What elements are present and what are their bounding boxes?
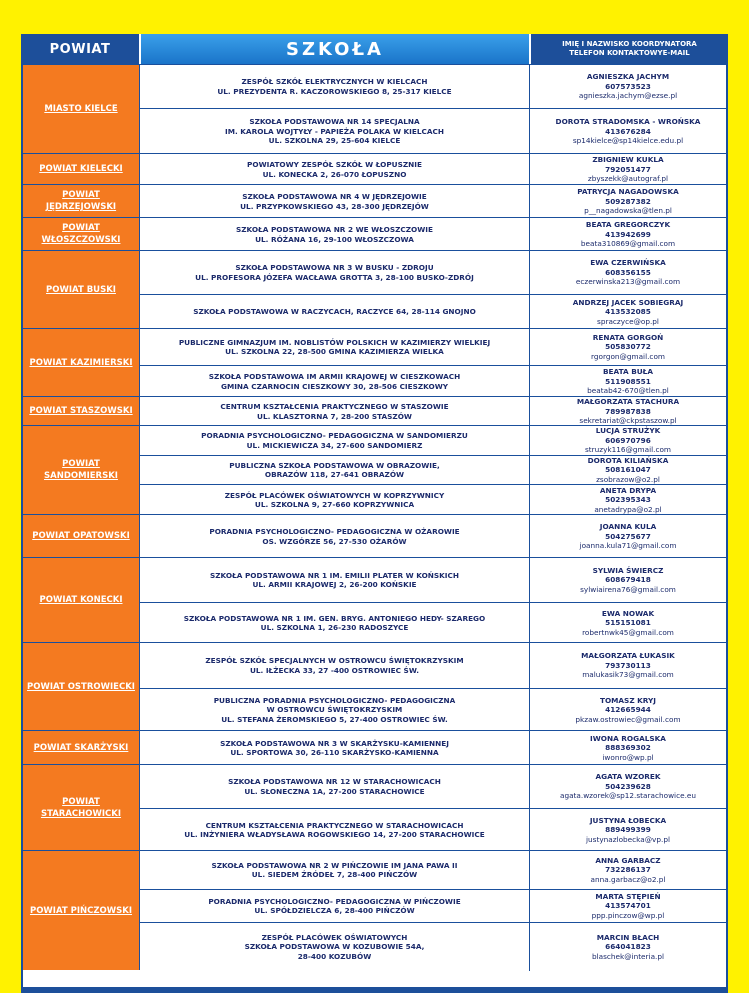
school-line: SZKOŁA PODSTAWOWA NR 2 W PIŃCZOWIE IM JANA PAWA II: [211, 860, 458, 870]
powiat-group: [23, 764, 726, 850]
coordinator-cell: [530, 558, 726, 602]
bottom-border: [21, 987, 728, 993]
coordinator-email[interactable]: malukasik73@gmail.com: [582, 670, 674, 680]
coordinator-cell: [530, 643, 726, 688]
school-line: UL. ARMII KRAJOWEJ 2, 26-200 KOŃSKIE: [252, 580, 417, 589]
powiat-name[interactable]: POWIAT SANDOMIERSKI: [44, 459, 118, 481]
school-line: SZKOŁA PODSTAWOWA NR 14 SPECJALNA: [249, 117, 420, 127]
table-row: [140, 851, 726, 889]
table-row: [140, 455, 726, 484]
coordinator-cell: [530, 890, 726, 922]
powiat-name-cell: [23, 515, 140, 557]
powiat-name[interactable]: POWIAT PIŃCZOWSKI: [29, 905, 133, 916]
school-cell: [140, 397, 530, 426]
school-line: ZESPÓŁ SZKÓŁ SPECJALNYCH W OSTROWCU ŚWIĘTOKRZYSKIM: [205, 656, 464, 665]
coordinator-email[interactable]: struzyk116@gmail.com: [584, 445, 672, 455]
coordinator-email[interactable]: rgorgon@gmail.com: [590, 351, 666, 361]
table-row: [140, 765, 726, 808]
school-cell: [140, 218, 530, 251]
powiat-name-cell: [23, 765, 140, 850]
school-line: SZKOŁA PODSTAWOWA NR 1 IM. GEN. BRYG. ANTONIEGO HEDY- SZAREGO: [183, 613, 486, 623]
school-line: UL. PRZYPKOWSKIEGO 43, 28-300 JĘDRZEJÓW: [240, 201, 429, 211]
school-cell: [140, 731, 530, 765]
coordinator-name: BEATA BUŁA: [602, 367, 654, 377]
coordinator-email[interactable]: joanna.kula71@gmail.com: [579, 541, 677, 551]
coordinator-name: LUCJA STRUŻYK: [595, 426, 661, 436]
powiat-group: [23, 730, 726, 764]
table-row: [140, 731, 726, 765]
school-line: ZESPÓŁ PLACÓWEK OŚWIATOWYCH: [261, 932, 408, 942]
school-cell: [140, 426, 530, 455]
powiat-name[interactable]: POWIAT STARACHOWICKI: [40, 796, 122, 819]
coordinator-name: MARTA STĘPIEŃ: [595, 891, 661, 901]
powiat-name[interactable]: POWIAT STASZOWSKI: [29, 406, 133, 416]
coordinator-name: ANNA GARBACZ: [595, 855, 661, 865]
school-line: UL. SZKOLNA 29, 25-604 KIELCE: [268, 136, 401, 146]
coordinator-cell: [530, 456, 726, 484]
school-cell: [140, 851, 530, 889]
coordinator-cell: [530, 689, 726, 731]
coordinator-phone: 888369302: [605, 743, 651, 753]
coordinator-phone: 606970796: [605, 435, 651, 445]
table-row: [140, 688, 726, 731]
coordinator-name: EWA CZERWIŃSKA: [590, 258, 666, 268]
table-row: [140, 922, 726, 971]
school-cell: [140, 65, 530, 108]
coordinator-phone: 608679418: [605, 575, 651, 585]
coordinator-name: TOMASZ KRYJ: [599, 695, 657, 705]
table-row: [140, 484, 726, 515]
school-line: UL. MICKIEWICZA 34, 27-600 SANDOMIERZ: [246, 440, 423, 450]
table-row: [140, 602, 726, 643]
coordinator-email[interactable]: p__nagadowska@tlen.pl: [584, 206, 672, 216]
school-line: OS. WZGÓRZE 56, 27-530 OŻARÓW: [262, 536, 407, 546]
powiat-group: [23, 642, 726, 730]
school-cell: [140, 366, 530, 397]
coordinator-name: DOROTA KILIAŃSKA: [587, 455, 669, 465]
powiat-name[interactable]: POWIAT OPATOWSKI: [32, 531, 130, 541]
powiat-group: [23, 184, 726, 217]
school-line: GMINA CZARNOCIN CIESZKOWY 30, 28-506 CIESZKOWY: [220, 381, 449, 391]
school-line: UL. IŁŻECKA 33, 27 -400 OSTROWIEC ŚW.: [249, 665, 420, 675]
school-cell: [140, 643, 530, 688]
school-cell: [140, 329, 530, 365]
school-line: PUBLICZNE GIMNAZJUM IM. NOBLISTÓW POLSKICH W KAZIMIERZY WIELKIEJ: [178, 337, 491, 347]
coordinator-phone: 504275677: [605, 531, 651, 541]
coordinator-phone: 413574701: [605, 901, 651, 911]
powiat-name-cell: [23, 731, 140, 764]
school-cell: [140, 485, 530, 515]
table-row: [140, 108, 726, 154]
school-line: UL. SPORTOWA 30, 26-110 SKARŻYSKO-KAMIENNA: [230, 748, 439, 757]
powiat-name-cell: [23, 65, 140, 153]
table-row: [140, 154, 726, 185]
powiat-group: [23, 514, 726, 557]
coordinator-email[interactable]: spraczyce@op.pl: [597, 316, 659, 326]
powiat-group: [23, 328, 726, 396]
school-line: SZKOŁA PODSTAWOWA NR 1 IM. EMILII PLATER W KOŃSKICH: [210, 570, 459, 580]
coordinator-phone: 608356155: [605, 267, 651, 277]
table-row: [140, 643, 726, 688]
powiat-name[interactable]: POWIAT KIELECKI: [39, 164, 123, 174]
school-line: UL. INŻYNIERA WŁADYSŁAWA ROGOWSKIEGO 14, 27-200 STARACHOWICE: [184, 830, 485, 839]
school-cell: [140, 515, 530, 558]
powiat-name-cell: [23, 851, 140, 970]
coordinator-name: SYLWIA ŚWIERCZ: [592, 565, 664, 575]
coordinator-cell: [530, 603, 726, 643]
school-cell: [140, 689, 530, 731]
coordinator-phone: 792051477: [605, 164, 651, 174]
coordinator-name: AGNIESZKA JACHYM: [586, 72, 670, 82]
coordinator-name: BEATA GREGORCZYK: [585, 220, 671, 230]
powiat-name[interactable]: POWIAT JĘDRZEJOWSKI: [45, 190, 117, 212]
coordinator-name: MAŁGORZATA ŁUKASIK: [581, 651, 675, 661]
powiat-name-cell: [23, 426, 140, 514]
coordinator-name: RENATA GORGOŃ: [592, 332, 664, 342]
coordinator-name: AGATA WZOREK: [595, 772, 661, 782]
coordinator-phone: 413676284: [605, 126, 651, 136]
table-row: [140, 515, 726, 558]
header-szkola: SZKOŁA: [141, 34, 531, 64]
powiat-name-cell: [23, 329, 140, 396]
school-line: PORADNIA PSYCHOLOGICZNO- PEDAGOGICZNA W OŻAROWIE: [209, 527, 460, 536]
school-line: PORADNIA PSYCHOLOGICZNO- PEDAGOGICZNA W SANDOMIERZU: [201, 431, 468, 440]
coordinator-name: PATRYCJA NAGADOWSKA: [577, 187, 679, 197]
school-line: UL. RÓŻANA 16, 29-100 WŁOSZCZOWA: [255, 234, 414, 244]
coordinator-email[interactable]: anetadrypa@o2.pl: [594, 504, 662, 514]
school-line: UL. SZKOLNA 22, 28-500 GMINA KAZIMIERZA WIELKA: [225, 347, 444, 356]
table-row: [140, 65, 726, 108]
school-line: PUBLICZNA SZKOŁA PODSTAWOWA W OBRAZOWIE,: [229, 460, 440, 470]
coordinator-phone: 607573523: [605, 81, 651, 91]
coordinator-phone: 413532085: [605, 307, 651, 317]
school-line: UL. STEFANA ŻEROMSKIEGO 5, 27-400 OSTROWIEC ŚW.: [221, 714, 448, 724]
coordinator-cell: [530, 851, 726, 889]
powiat-name[interactable]: POWIAT BUSKI: [46, 284, 116, 295]
coordinator-email[interactable]: justynazlobecka@vp.pl: [586, 834, 670, 844]
powiat-name-cell: [23, 251, 140, 328]
coordinator-email[interactable]: eczerwinska213@gmail.com: [575, 277, 681, 287]
coordinator-phone: 502395343: [605, 495, 651, 505]
coordinator-phone: 789987838: [605, 406, 651, 416]
coordinator-name: EWA NOWAK: [601, 608, 655, 618]
school-line: OBRAZÓW 118, 27-641 OBRAZÓW: [264, 470, 405, 479]
coordinator-name: ANDRZEJ JACEK SOBIEGRAJ: [572, 297, 684, 307]
coordinator-name: MARCIN BŁACH: [596, 932, 660, 942]
school-cell: [140, 809, 530, 851]
school-line: SZKOŁA PODSTAWOWA W RACZYCACH, RACZYCE 64, 28-114 GNOJNO: [193, 307, 476, 317]
coordinator-phone: 889499399: [605, 825, 651, 835]
school-cell: [140, 251, 530, 294]
school-cell: [140, 890, 530, 922]
coordinator-phone: 505830772: [605, 342, 651, 352]
coordinator-name: JUSTYNA ŁOBECKA: [589, 815, 667, 825]
school-line: UL. SPÓŁDZIELCZA 6, 28-400 PIŃCZÓW: [254, 906, 415, 915]
powiat-name-cell: [23, 558, 140, 642]
coordinator-email[interactable]: robertnwk45@gmail.com: [582, 627, 674, 637]
coordinator-email[interactable]: blaschek@interia.pl: [591, 951, 665, 961]
powiat-group: [23, 64, 726, 153]
table-row: [140, 808, 726, 851]
powiat-name-cell: [23, 218, 140, 250]
table-row: [140, 251, 726, 294]
powiat-name[interactable]: POWIAT SKARŻYSKI: [33, 742, 129, 753]
coordinator-cell: [530, 109, 726, 154]
table-row: [140, 294, 726, 329]
powiat-name[interactable]: POWIAT KONECKI: [39, 595, 123, 605]
coordinator-email[interactable]: zbyszekk@autograf.pl: [587, 174, 669, 184]
school-line: SZKOŁA PODSTAWOWA IM ARMII KRAJOWEJ W CIESZKOWACH: [208, 372, 461, 381]
coordinator-email[interactable]: pkzaw.ostrowiec@gmail.com: [575, 714, 681, 724]
school-line: PUBLICZNA PORADNIA PSYCHOLOGICZNO- PEDAGOGICZNA: [213, 695, 456, 705]
table-row: [140, 185, 726, 218]
powiat-name-cell: [23, 185, 140, 217]
coordinator-email[interactable]: beatab42-670@tlen.pl: [587, 386, 669, 396]
coordinator-name: IWONA ROGALSKA: [590, 733, 666, 743]
header-powiat: POWIAT: [21, 34, 141, 64]
table-row: [140, 558, 726, 602]
coordinator-phone: 511908551: [605, 376, 651, 386]
coordinator-phone: 508161047: [605, 465, 651, 475]
table-row: [140, 365, 726, 397]
coordinator-name: DOROTA STRADOMSKA - WROŃSKA: [555, 117, 701, 127]
school-line: UL. SZKOLNA 9, 27-660 KOPRZYWNICA: [254, 500, 415, 509]
school-line: SZKOŁA PODSTAWOWA NR 2 WE WŁOSZCZOWIE: [236, 225, 433, 234]
coordinator-email[interactable]: agata.wzorek@sp12.starachowice.eu: [559, 791, 696, 801]
school-line: SZKOŁA PODSTAWOWA NR 3 W BUSKU - ZDROJU: [235, 263, 434, 272]
table-row: [140, 397, 726, 426]
powiat-group: [23, 153, 726, 184]
school-cell: [140, 456, 530, 484]
table-row: [140, 329, 726, 365]
school-line: SZKOŁA PODSTAWOWA NR 4 W JĘDRZEJOWIE: [242, 192, 427, 201]
school-cell: [140, 154, 530, 185]
school-line: UL. SŁONECZNA 1A, 27-200 STARACHOWICE: [244, 786, 425, 796]
school-line: W OSTROWCU ŚWIĘTOKRZYSKIM: [266, 705, 403, 715]
school-line: SZKOŁA PODSTAWOWA NR 12 W STARACHOWICACH: [228, 777, 441, 786]
coordinator-cell: [530, 295, 726, 329]
school-line: POWIATOWY ZESPÓŁ SZKÓŁ W ŁOPUSZNIE: [247, 160, 422, 169]
school-line: UL. KONECKA 2, 26-070 ŁOPUSZNO: [262, 169, 407, 179]
school-cell: [140, 765, 530, 808]
coordinator-cell: [530, 366, 726, 397]
coordinator-name: ZBIGNIEW KUKLA: [592, 155, 664, 165]
coordinator-cell: [530, 731, 726, 765]
school-line: ZESPÓŁ SZKÓŁ ELEKTRYCZNYCH W KIELCACH: [241, 77, 428, 86]
coordinator-email[interactable]: ppp.pinczow@wp.pl: [591, 910, 665, 920]
school-cell: [140, 923, 530, 971]
school-line: CENTRUM KSZTAŁCENIA PRAKTYCZNEGO W STASZOWIE: [220, 402, 449, 411]
powiat-name[interactable]: POWIAT WŁOSZCZOWSKI: [41, 223, 121, 245]
coordinator-name: ANETA DRYPA: [599, 485, 657, 495]
coordinator-email[interactable]: iwonro@wp.pl: [602, 752, 654, 762]
coordinator-cell: [530, 154, 726, 185]
powiat-group: [23, 217, 726, 250]
powiat-group: [23, 850, 726, 970]
coordinator-email[interactable]: anna.garbacz@o2.pl: [590, 874, 666, 884]
coordinator-email[interactable]: sylwiairena76@gmail.com: [580, 584, 676, 594]
school-line: ZESPÓŁ PLACÓWEK OŚWIATOWYCH W KOPRZYWNICY: [224, 490, 445, 500]
school-line: SZKOŁA PODSTAWOWA NR 3 W SKARŻYSKU-KAMIENNEJ: [220, 738, 449, 748]
coordinator-phone: 412665944: [605, 705, 651, 715]
coordinator-email[interactable]: beata310869@gmail.com: [580, 239, 676, 249]
table-row: [140, 889, 726, 922]
school-line: UL. PREZYDENTA R. KACZOROWSKIEGO 8, 25-317 KIELCE: [217, 86, 452, 96]
header-koordynator-line1: IMIĘ I NAZWISKO KOORDYNATORA: [562, 40, 697, 48]
coordinator-phone: 504239628: [605, 781, 651, 791]
powiat-name-cell: [23, 397, 140, 425]
school-cell: [140, 185, 530, 218]
coordinator-phone: 732286137: [605, 865, 651, 875]
school-line: UL. SIEDEM ŹRÓDEŁ 7, 28-400 PIŃCZÓW: [251, 870, 418, 879]
powiat-name-cell: [23, 154, 140, 184]
powiat-group: [23, 557, 726, 642]
powiat-name[interactable]: MIASTO KIELCE: [44, 104, 118, 114]
school-line: CENTRUM KSZTAŁCENIA PRAKTYCZNEGO W STARACHOWICACH: [205, 820, 464, 830]
school-line: 28-400 KOZUBÓW: [297, 951, 372, 961]
coordinator-email[interactable]: sekretariat@ckpstaszow.pl: [579, 416, 677, 426]
coordinator-name: JOANNA KULA: [599, 522, 657, 532]
school-cell: [140, 109, 530, 154]
coordinator-cell: [530, 515, 726, 558]
powiat-group: [23, 250, 726, 328]
coordinator-cell: [530, 185, 726, 218]
table-header: [21, 34, 728, 64]
coordinator-phone: 413942699: [605, 229, 651, 239]
coordinator-phone: 515151081: [605, 618, 651, 628]
school-cell: [140, 603, 530, 643]
powiat-name-cell: [23, 643, 140, 730]
school-cell: [140, 558, 530, 602]
table-row: [140, 426, 726, 455]
school-line: IM. KAROLA WOJTYŁY - PAPIEŻA POLAKA W KIELCACH: [224, 126, 445, 136]
powiat-name[interactable]: POWIAT KAZIMIERSKI: [29, 357, 133, 368]
coordinator-cell: [530, 809, 726, 851]
coordinator-cell: [530, 218, 726, 251]
coordinator-email[interactable]: agnieszka.jachym@ezse.pl: [578, 91, 678, 101]
coordinator-cell: [530, 765, 726, 808]
coordinator-cell: [530, 426, 726, 455]
coordinator-email[interactable]: zsobrazow@o2.pl: [596, 474, 660, 484]
coordinator-phone: 509287382: [605, 196, 651, 206]
powiat-name[interactable]: POWIAT OSTROWIECKI: [27, 681, 135, 692]
school-line: UL. PROFESORA JÓZEFA WACŁAWA GROTTA 3, 28-100 BUSKO-ZDRÓJ: [195, 272, 474, 282]
coordinator-cell: [530, 65, 726, 108]
coordinator-phone: 793730113: [605, 660, 651, 670]
school-line: SZKOŁA PODSTAWOWA W KOZUBOWIE 54A,: [244, 942, 425, 952]
powiat-group: [23, 396, 726, 425]
header-koordynator-line2: TELEFON KONTAKTOWYE-MAIL: [569, 49, 690, 57]
header-koordynator: [531, 34, 728, 64]
table-row: [140, 218, 726, 251]
coordinator-cell: [530, 397, 726, 426]
coordinator-cell: [530, 329, 726, 365]
coordinator-cell: [530, 485, 726, 515]
coordinator-phone: 664041823: [605, 942, 651, 952]
school-cell: [140, 295, 530, 329]
coordinator-cell: [530, 251, 726, 294]
coordinator-email[interactable]: sp14kielce@sp14kielce.edu.pl: [572, 136, 684, 146]
powiat-group: [23, 425, 726, 514]
school-line: UL. KLASZTORNA 7, 28-200 STASZÓW: [257, 411, 412, 421]
coordinator-cell: [530, 923, 726, 971]
coordinator-name: MAŁGORZATA STACHURA: [576, 397, 680, 407]
school-line: UL. SZKOLNA 1, 26-230 RADOSZYCE: [260, 623, 409, 632]
school-line: PORADNIA PSYCHOLOGICZNO- PEDAGOGICZNA W PIŃCZOWIE: [208, 896, 461, 906]
